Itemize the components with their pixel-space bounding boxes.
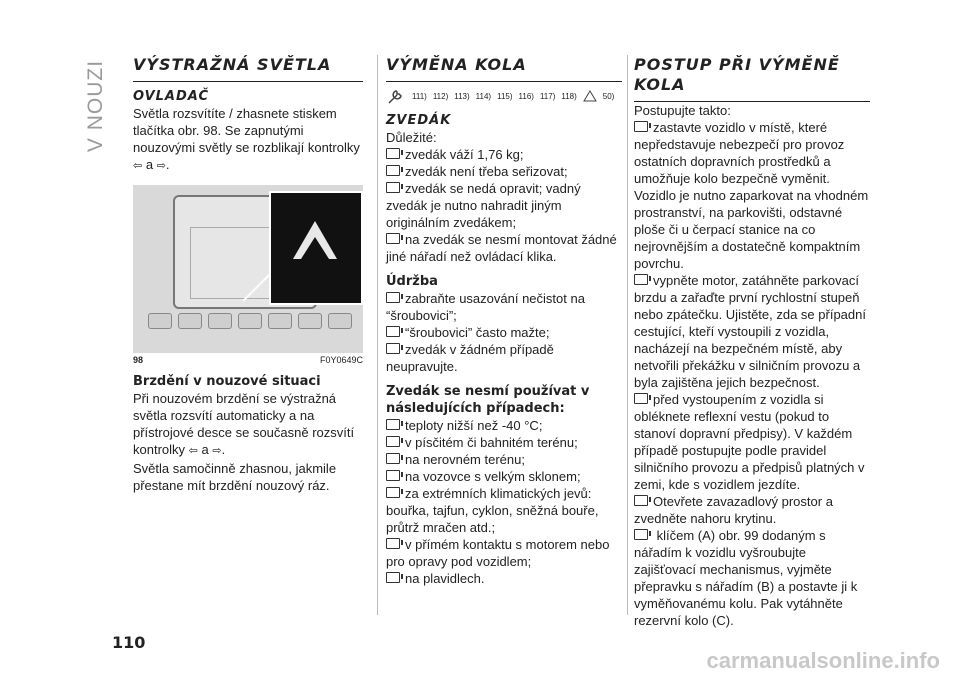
bullet-icon — [386, 436, 400, 447]
bullet-icon — [634, 274, 648, 285]
list-item: na nerovném terénu; — [386, 451, 622, 468]
list-item: vypněte motor, zatáhněte parkovací brzdu a zařaďte první rychlostní stupeň nebo zpátečku. Ujistěte, zda se případní cestující, kteří vystoupili z vozidla, nacházejí na bezpečném místě, aby netvořili překážku v silničním provozu a byla zajištěna jejich bezpečnost. — [634, 273, 866, 390]
bullet-icon — [634, 121, 648, 132]
control-buttons — [143, 313, 353, 339]
watermark: carmanualsonline.info — [706, 648, 940, 673]
bullet-icon — [634, 393, 648, 404]
warning-icon — [583, 90, 597, 102]
subsection-heading: OVLADAČ — [133, 89, 209, 104]
list-item: na vozovce s velkým sklonem; — [386, 468, 622, 485]
figure-hazard-button — [133, 185, 363, 353]
paragraph: Důležité: — [386, 130, 437, 145]
section-heading: POSTUP PŘI VÝMĚNĚ KOLA — [634, 55, 870, 102]
paragraph: Postupujte takto: — [634, 103, 731, 118]
column-wheel-procedure — [634, 55, 870, 629]
subsection-title: Brzdění v nouzové situaci — [133, 374, 321, 389]
bullet-icon — [634, 495, 648, 506]
bullet-icon — [386, 148, 400, 159]
list-item: na plavidlech. — [386, 570, 622, 587]
section-heading: VÝMĚNA KOLA — [386, 55, 622, 82]
subsection-title: Údržba — [386, 274, 438, 289]
column-wheel-change — [386, 55, 622, 587]
bullet-icon — [386, 419, 400, 430]
paragraph: Světla rozsvítíte / zhasnete stiskem tlačítka obr. 98. Se zapnutými nouzovými světly se rozblikají kontrolky ⇦ a ⇨. — [133, 105, 363, 175]
list-item: před vystoupením z vozidla si obléknete reflexní vestu (pokud to stanoví dopravní předpisy). V každém případě postupujte podle pravidel silničního provozu a předpisů platných v zemi, kde s vozidlem jezdíte. — [634, 392, 865, 492]
subsection-heading: ZVEDÁK — [386, 113, 452, 128]
list-item: na zvedák se nesmí montovat žádné jiné nářadí než ovládací klika. — [386, 232, 617, 264]
bullet-icon — [386, 470, 400, 481]
bullet-icon — [386, 165, 400, 176]
list-item: “šroubovici” často mažte; — [386, 324, 622, 341]
list-item: zastavte vozidlo v místě, které nepředstavuje nebezpečí pro provoz ostatních dopravních prostředků a umožňuje kolo bezpečně vyměnit. Vozidlo je nutno zaparkovat na vhodném prostranství, na parkovišti, odstavné ploše či u čerpací stanice na co nejrovnějším a dostatečně kompaktním povrchu. — [634, 120, 869, 271]
bullet-icon — [634, 529, 648, 540]
section-side-tab: V NOUZI — [84, 59, 107, 153]
bullet-icon — [386, 538, 400, 549]
list-item: v písčitém či bahnitém terénu; — [386, 434, 622, 451]
list-item: zvedák se nedá opravit; vadný zvedák je nutno nahradit jiným originálním zvedákem; — [386, 181, 581, 230]
list-item: zabraňte usazování nečistot na “šroubovici”; — [386, 291, 585, 323]
list-item: v přímém kontaktu s motorem nebo pro opravy pod vozidlem; — [386, 537, 610, 569]
list-item: klíčem (A) obr. 99 dodaným s nářadím k vozidlu vyšroubujte zajišťovací mechanismus, vyjměte přepravku s nářadím (B) a postavte ji k vyměňovanému kolu. Pak vytáhněte rezervní kolo (C). — [634, 528, 858, 628]
bullet-icon — [386, 487, 400, 498]
bullet-icon — [386, 453, 400, 464]
hazard-light-icon: ⇨ — [156, 160, 166, 172]
column-divider — [377, 55, 378, 615]
hazard-light-icon: ⇨ — [212, 445, 222, 457]
list-item: za extrémních klimatických jevů: bouřka, tajfun, cyklon, sněžná bouře, průtrž mračen atd.; — [386, 486, 599, 535]
section-heading: VÝSTRAŽNÁ SVĚTLA — [133, 55, 363, 82]
list-item: Otevřete zavazadlový prostor a zvedněte nahoru krytinu. — [634, 494, 833, 526]
wrench-icon — [386, 86, 406, 106]
list-item: zvedák v žádném případě neupravujte. — [386, 342, 554, 374]
paragraph: Při nouzovém brzdění se výstražná světla rozsvítí automaticky a na přístrojové desce se současně rozsvítí kontrolky ⇦ a ⇨. — [133, 390, 363, 460]
reference-notes: 111) 112) 113) 114) 115) 116) 117) 118) 50) — [386, 86, 622, 106]
bullet-icon — [386, 292, 400, 303]
column-divider — [627, 55, 628, 615]
subsection-title: Zvedák se nesmí používat v následujících případech: — [386, 384, 590, 416]
hazard-button-inset — [269, 191, 363, 305]
page-number: 110 — [112, 633, 146, 652]
hazard-light-icon: ⇦ — [188, 445, 198, 457]
list-item: teploty nižší než -40 °C; — [386, 417, 622, 434]
paragraph: Světla samočinně zhasnou, jakmile přestane mít brzdění nouzový ráz. — [133, 461, 337, 493]
bullet-icon — [386, 572, 400, 583]
list-item: zvedák není třeba seřizovat; — [386, 163, 622, 180]
bullet-icon — [386, 182, 400, 193]
bullet-icon — [386, 343, 400, 354]
hazard-light-icon: ⇦ — [133, 160, 143, 172]
column-warning-lights — [133, 55, 363, 494]
list-item: zvedák váží 1,76 kg; — [386, 146, 622, 163]
bullet-icon — [386, 233, 400, 244]
figure-caption: 98 F0Y0649C — [133, 355, 363, 365]
bullet-icon — [386, 326, 400, 337]
